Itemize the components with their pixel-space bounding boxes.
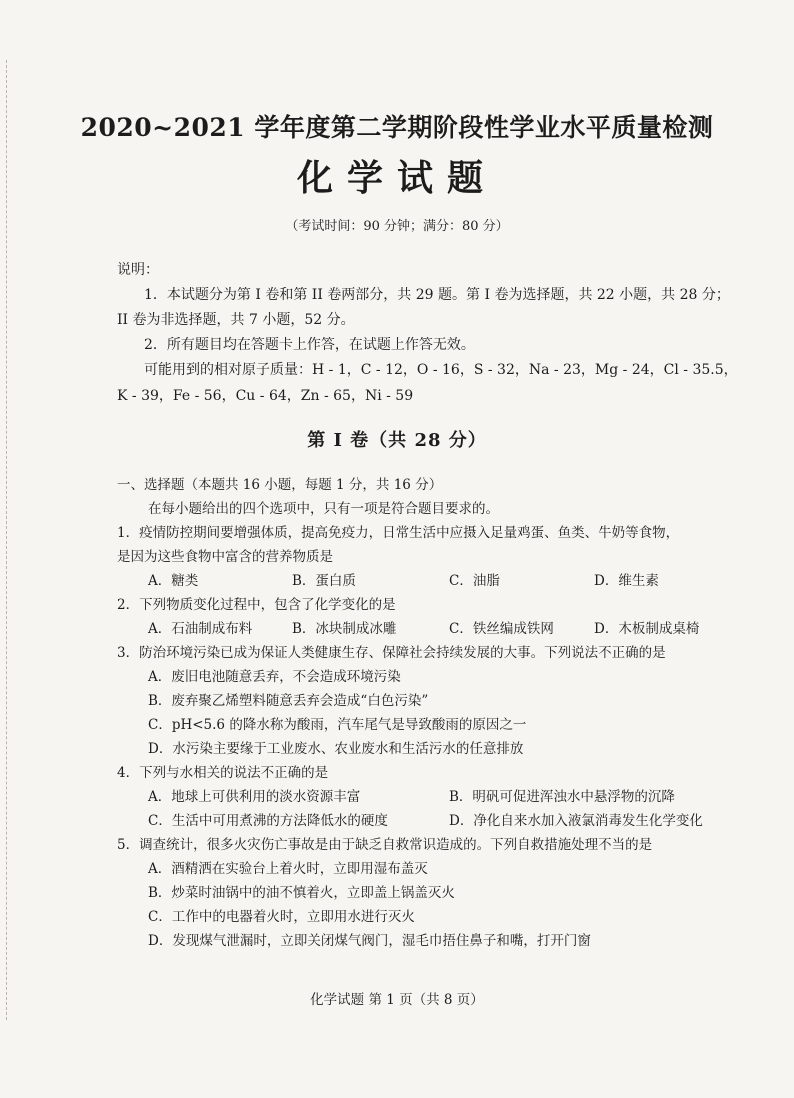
question-3-option-a: A．废旧电池随意丢弃，不会造成环境污染 bbox=[148, 669, 401, 685]
notes-label: 说明： bbox=[117, 262, 159, 278]
notes-line-1: 1．本试题分为第 I 卷和第 II 卷两部分，共 29 题。第 I 卷为选择题，共 22 小题，共 28 分； bbox=[144, 287, 730, 303]
notes-line-3: 2．所有题目均在答题卡上作答，在试题上作答无效。 bbox=[144, 337, 475, 353]
exam-info: （考试时间：90 分钟；满分：80 分） bbox=[285, 219, 509, 234]
question-2-stem: 2．下列物质变化过程中，包含了化学变化的是 bbox=[117, 597, 396, 613]
question-1-option-b: B．蛋白质 bbox=[292, 573, 356, 589]
page-footer: 化学试题 第 1 页（共 8 页） bbox=[310, 992, 484, 1008]
exam-title: 2020~2021 学年度第二学期阶段性学业水平质量检测 bbox=[80, 113, 714, 142]
question-1-stem-line-2: 是因为这些食物中富含的营养物质是 bbox=[117, 549, 333, 565]
atomic-mass-line-1: 可能用到的相对原子质量：H - 1，C - 12，O - 16，S - 32，Na - 23，Mg - 24，Cl - 35.5， bbox=[144, 362, 738, 378]
question-3-option-b: B．废弃聚乙烯塑料随意丢弃会造成“白色污染” bbox=[148, 693, 429, 709]
question-2-option-a: A．石油制成布料 bbox=[148, 621, 253, 637]
question-1-option-d: D．维生素 bbox=[594, 573, 659, 589]
question-3-stem: 3．防治环境污染已成为保证人类健康生存、保障社会持续发展的大事。下列说法不正确的是 bbox=[117, 645, 666, 661]
part-heading: 一、选择题（本题共 16 小题，每题 1 分，共 16 分） bbox=[117, 477, 443, 493]
question-4-option-d: D．净化自来水加入液氯消毒发生化学变化 bbox=[449, 813, 703, 829]
atomic-mass-line-2: K - 39，Fe - 56，Cu - 64，Zn - 65，Ni - 59 bbox=[117, 388, 414, 404]
question-2-option-c: C．铁丝编成铁网 bbox=[449, 621, 554, 637]
question-2-option-b: B．冰块制成冰雕 bbox=[292, 621, 397, 637]
question-3-option-c: C．pH<5.6 的降水称为酸雨，汽车尾气是导致酸雨的原因之一 bbox=[148, 717, 527, 733]
section-title: 第 I 卷（共 28 分） bbox=[307, 430, 487, 451]
question-4-stem: 4．下列与水相关的说法不正确的是 bbox=[117, 765, 329, 781]
question-4-option-b: B．明矾可促进浑浊水中悬浮物的沉降 bbox=[449, 789, 675, 805]
subject-title: 化学试题 bbox=[296, 157, 497, 199]
question-5-option-b: B．炒菜时油锅中的油不慎着火，立即盖上锅盖灭火 bbox=[148, 885, 455, 901]
part-instruction: 在每小题给出的四个选项中，只有一项是符合题目要求的。 bbox=[148, 501, 499, 517]
question-1-option-c: C．油脂 bbox=[449, 573, 500, 589]
notes-line-2: II 卷为非选择题，共 7 小题，52 分。 bbox=[117, 312, 355, 328]
question-2-option-d: D．木板制成桌椅 bbox=[594, 621, 700, 637]
question-5-stem: 5．调查统计，很多火灾伤亡事故是由于缺乏自救常识造成的。下列自救措施处理不当的是 bbox=[117, 837, 653, 853]
question-5-option-d: D．发现煤气泄漏时，立即关闭煤气阀门，湿毛巾捂住鼻子和嘴，打开门窗 bbox=[148, 933, 591, 949]
question-1-option-a: A．糖类 bbox=[148, 573, 199, 589]
question-5-option-a: A．酒精洒在实验台上着火时，立即用湿布盖灭 bbox=[148, 861, 428, 877]
question-5-option-c: C．工作中的电器着火时，立即用水进行灭火 bbox=[148, 909, 415, 925]
question-4-option-a: A．地球上可供利用的淡水资源丰富 bbox=[148, 789, 361, 805]
question-3-option-d: D．水污染主要缘于工业废水、农业废水和生活污水的任意排放 bbox=[148, 741, 524, 757]
question-1-stem-line-1: 1．疫情防控期间要增强体质，提高免疫力，日常生活中应摄入足量鸡蛋、鱼类、牛奶等食物， bbox=[117, 525, 680, 541]
question-4-option-c: C．生活中可用煮沸的方法降低水的硬度 bbox=[148, 813, 388, 829]
binding-edge bbox=[6, 60, 8, 1020]
